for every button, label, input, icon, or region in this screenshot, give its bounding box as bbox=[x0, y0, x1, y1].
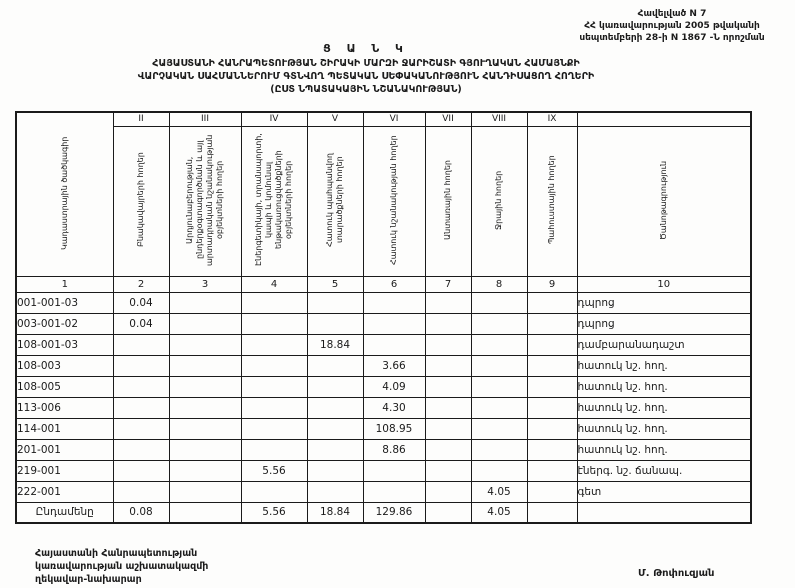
value-cell: 0.04 bbox=[113, 292, 169, 313]
note-cell: հատուկ նշ. հող. bbox=[577, 376, 751, 397]
note-cell: գետ bbox=[577, 481, 751, 502]
cadastral-code-cell: 219-001 bbox=[16, 460, 113, 481]
value-cell bbox=[113, 418, 169, 439]
value-cell bbox=[363, 313, 425, 334]
header-reserve-lands-label: Պահուստային հողեր bbox=[547, 155, 556, 244]
value-cell bbox=[169, 439, 241, 460]
header-notes bbox=[577, 126, 751, 276]
value-cell: 4.05 bbox=[471, 502, 527, 523]
data-row bbox=[16, 418, 751, 439]
title-line1: ՀԱՅԱՍՏԱՆԻ ՀԱՆՐԱՊԵՏՈՒԹՅԱՆ ՇԻՐԱԿԻ ՄԱՐԶԻ ՋԱՐԻՇԱՏԻ ԳՅՈՒՂԱԿԱՆ ՀԱՄԱՅՆՔԻ bbox=[152, 58, 580, 69]
value-cell bbox=[241, 481, 307, 502]
value-cell bbox=[307, 439, 363, 460]
value-cell bbox=[363, 292, 425, 313]
value-cell bbox=[425, 439, 471, 460]
value-cell bbox=[471, 376, 527, 397]
header-special-purpose-lands-label: Հատուկ նշանակության հողեր bbox=[389, 134, 398, 265]
roman-numeral: VIII bbox=[471, 112, 527, 126]
header-cadastral-code bbox=[16, 112, 113, 276]
title-block bbox=[0, 42, 732, 96]
column-number: 9 bbox=[527, 276, 577, 292]
value-cell bbox=[307, 376, 363, 397]
roman-numeral: VII bbox=[425, 112, 471, 126]
header-forest-lands-label: Անտառային հողեր bbox=[443, 159, 452, 240]
data-row bbox=[16, 376, 751, 397]
note-cell: հատուկ նշ. հող. bbox=[577, 397, 751, 418]
header-protected-area-lands-label: Հատուկ պահպանվող տարածքների հողեր bbox=[325, 152, 344, 247]
value-cell bbox=[527, 397, 577, 418]
header-forest-lands bbox=[425, 126, 471, 276]
value-cell bbox=[307, 313, 363, 334]
roman-numeral: III bbox=[169, 112, 241, 126]
cadastral-code-cell: 003-001-02 bbox=[16, 313, 113, 334]
roman-numeral: II bbox=[113, 112, 169, 126]
value-cell bbox=[425, 292, 471, 313]
value-cell bbox=[425, 376, 471, 397]
value-cell bbox=[307, 418, 363, 439]
value-cell bbox=[425, 355, 471, 376]
value-cell bbox=[527, 418, 577, 439]
value-cell bbox=[527, 355, 577, 376]
column-number: 6 bbox=[363, 276, 425, 292]
value-cell bbox=[113, 439, 169, 460]
value-cell bbox=[527, 439, 577, 460]
footer-line2: կառավարության աշխատակազմի bbox=[35, 560, 209, 572]
value-cell bbox=[169, 334, 241, 355]
value-cell: 18.84 bbox=[307, 502, 363, 523]
column-number: 5 bbox=[307, 276, 363, 292]
value-cell bbox=[169, 502, 241, 523]
note-cell: դպրոց bbox=[577, 292, 751, 313]
value-cell: 5.56 bbox=[241, 502, 307, 523]
value-cell bbox=[241, 334, 307, 355]
value-cell bbox=[241, 397, 307, 418]
data-row bbox=[16, 355, 751, 376]
header-cadastral-code-label: Կադաստրային ծածկագիր bbox=[59, 135, 69, 250]
value-cell bbox=[425, 313, 471, 334]
value-cell bbox=[425, 460, 471, 481]
header-settlement-lands-label: Բնակավայրերի հողեր bbox=[136, 152, 145, 247]
title-line2: ՎԱՐՉԱԿԱՆ ՍԱՀՄԱՆՆԵՐՈՒՄ ԳՏՆՎՈՂ ՊԵՏԱԿԱՆ ՍԵՓԱԿԱՆՈՒԹՅՈՒՆ ՀԱՆԴԻՍԱՑՈՂ ՀՈՂԵՐԻ bbox=[137, 70, 595, 82]
column-number: 4 bbox=[241, 276, 307, 292]
note-cell: դամբարանադաշտ bbox=[577, 334, 751, 355]
value-cell bbox=[363, 460, 425, 481]
header-water-lands bbox=[471, 126, 527, 276]
note-cell: հատուկ նշ. հող. bbox=[577, 355, 751, 376]
value-cell bbox=[527, 334, 577, 355]
value-cell: 108.95 bbox=[363, 418, 425, 439]
value-cell bbox=[307, 355, 363, 376]
value-cell bbox=[307, 460, 363, 481]
value-cell bbox=[363, 334, 425, 355]
value-cell bbox=[471, 439, 527, 460]
roman-numeral: IX bbox=[527, 112, 577, 126]
appendix-line2: ՀՀ կառավարության 2005 թվականի bbox=[584, 21, 760, 32]
roman-numeral: V bbox=[307, 112, 363, 126]
cadastral-code-cell: 114-001 bbox=[16, 418, 113, 439]
value-cell: 4.05 bbox=[471, 481, 527, 502]
header-water-lands-label: Ջրային հողեր bbox=[494, 169, 503, 230]
value-cell bbox=[241, 418, 307, 439]
value-cell bbox=[471, 334, 527, 355]
title-line3: (ԸՍՏ ՆՊԱՏԱԿԱՅԻՆ ՆՇԱՆԱԿՈՒԹՅԱՆ) bbox=[270, 83, 462, 95]
column-number: 2 bbox=[113, 276, 169, 292]
value-cell bbox=[169, 418, 241, 439]
data-row bbox=[16, 397, 751, 418]
value-cell bbox=[471, 313, 527, 334]
value-cell bbox=[527, 502, 577, 523]
header-notes-label: Ծանոթագրություն bbox=[658, 159, 668, 240]
column-number: 1 bbox=[16, 276, 113, 292]
header-energy-transport-lands-label: Էներգետիկայի, տրանսպորտի, կապի և կոմունալ ենթակառուցվածքների օբյեկտների հողեր bbox=[254, 133, 293, 266]
appendix-block bbox=[553, 8, 791, 44]
value-cell bbox=[307, 397, 363, 418]
header-protected-area-lands bbox=[307, 126, 363, 276]
value-cell bbox=[527, 313, 577, 334]
cadastral-code-cell: 108-001-03 bbox=[16, 334, 113, 355]
value-cell bbox=[241, 439, 307, 460]
header-industrial-lands bbox=[169, 126, 241, 276]
value-cell bbox=[307, 292, 363, 313]
roman-numeral: IV bbox=[241, 112, 307, 126]
value-cell bbox=[307, 481, 363, 502]
land-parcels-table bbox=[15, 111, 752, 524]
data-row bbox=[16, 481, 751, 502]
value-cell bbox=[113, 481, 169, 502]
appendix-line1: Հավելված N 7 bbox=[637, 9, 707, 19]
cadastral-code-cell: 201-001 bbox=[16, 439, 113, 460]
value-cell bbox=[527, 376, 577, 397]
value-cell bbox=[241, 376, 307, 397]
header-special-purpose-lands bbox=[363, 126, 425, 276]
value-cell: 5.56 bbox=[241, 460, 307, 481]
value-cell bbox=[169, 292, 241, 313]
appendix-line3: սեպտեմբերի 28-ի N 1867 -Ն որոշման bbox=[579, 33, 765, 44]
roman-numeral: VI bbox=[363, 112, 425, 126]
value-cell bbox=[241, 292, 307, 313]
table-body bbox=[16, 292, 751, 523]
column-number: 3 bbox=[169, 276, 241, 292]
value-cell bbox=[471, 397, 527, 418]
column-number-row bbox=[16, 276, 751, 292]
column-number: 10 bbox=[577, 276, 751, 292]
value-cell bbox=[169, 397, 241, 418]
value-cell bbox=[363, 481, 425, 502]
value-cell bbox=[471, 355, 527, 376]
header-industrial-lands-label: Արդյունաբերության, ընդերքօգտագործման և այլ արտադրական նշանակության օբյեկտների հողեր bbox=[185, 133, 224, 266]
column-number: 8 bbox=[471, 276, 527, 292]
value-cell: 3.66 bbox=[363, 355, 425, 376]
value-cell bbox=[425, 418, 471, 439]
value-cell bbox=[169, 376, 241, 397]
value-cell: 18.84 bbox=[307, 334, 363, 355]
value-cell: 4.09 bbox=[363, 376, 425, 397]
header-reserve-lands bbox=[527, 126, 577, 276]
note-cell: հատուկ նշ. հող. bbox=[577, 439, 751, 460]
data-row bbox=[16, 334, 751, 355]
note-cell: դպրոց bbox=[577, 313, 751, 334]
value-cell: 0.08 bbox=[113, 502, 169, 523]
value-cell bbox=[425, 397, 471, 418]
value-cell bbox=[241, 313, 307, 334]
document-title: Ց Ա Ն Կ bbox=[323, 42, 409, 55]
note-cell bbox=[577, 502, 751, 523]
data-row bbox=[16, 313, 751, 334]
header-settlement-lands bbox=[113, 126, 169, 276]
value-cell bbox=[527, 481, 577, 502]
vertical-header-row bbox=[16, 126, 751, 276]
value-cell bbox=[471, 292, 527, 313]
data-row bbox=[16, 439, 751, 460]
value-cell bbox=[113, 376, 169, 397]
cadastral-code-cell: 108-005 bbox=[16, 376, 113, 397]
cadastral-code-cell: 001-001-03 bbox=[16, 292, 113, 313]
cadastral-code-cell: 108-003 bbox=[16, 355, 113, 376]
data-row bbox=[16, 460, 751, 481]
value-cell bbox=[527, 292, 577, 313]
value-cell bbox=[169, 355, 241, 376]
cadastral-code-cell: 222-001 bbox=[16, 481, 113, 502]
header-energy-transport-lands bbox=[241, 126, 307, 276]
value-cell bbox=[527, 460, 577, 481]
signatory-name: Մ. Թոփուզյան bbox=[638, 568, 715, 579]
value-cell bbox=[169, 313, 241, 334]
value-cell bbox=[113, 460, 169, 481]
value-cell bbox=[113, 397, 169, 418]
value-cell: 4.30 bbox=[363, 397, 425, 418]
table-header bbox=[16, 112, 751, 292]
value-cell bbox=[471, 460, 527, 481]
value-cell: 8.86 bbox=[363, 439, 425, 460]
value-cell bbox=[113, 334, 169, 355]
note-cell: էներգ. նշ. ճանապ. bbox=[577, 460, 751, 481]
value-cell bbox=[425, 481, 471, 502]
note-cell: հատուկ նշ. հող. bbox=[577, 418, 751, 439]
value-cell bbox=[471, 418, 527, 439]
signatory-title-block bbox=[35, 548, 208, 586]
footer-line3: ղեկավար-նախարար bbox=[35, 573, 142, 585]
roman-numeral-row bbox=[16, 112, 751, 126]
total-label: Ընդամենը bbox=[16, 502, 113, 523]
column-number: 7 bbox=[425, 276, 471, 292]
value-cell bbox=[425, 502, 471, 523]
value-cell: 0.04 bbox=[113, 313, 169, 334]
value-cell bbox=[425, 334, 471, 355]
data-row bbox=[16, 292, 751, 313]
total-row bbox=[16, 502, 751, 523]
value-cell: 129.86 bbox=[363, 502, 425, 523]
footer-line1: Հայաստանի Հանրապետության bbox=[35, 548, 198, 559]
header-notes-spacer bbox=[577, 112, 751, 126]
value-cell bbox=[169, 481, 241, 502]
value-cell bbox=[241, 355, 307, 376]
value-cell bbox=[169, 460, 241, 481]
value-cell bbox=[113, 355, 169, 376]
cadastral-code-cell: 113-006 bbox=[16, 397, 113, 418]
